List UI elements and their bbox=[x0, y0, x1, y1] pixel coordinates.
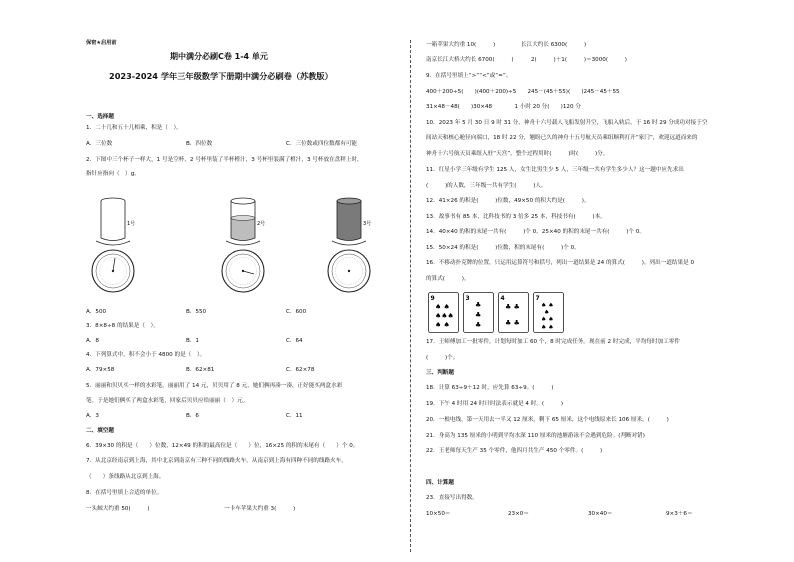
question-4: 4．下列算式中，积不会小于 4800 的是（ ）。 bbox=[86, 352, 206, 358]
svg-text:♣: ♣ bbox=[475, 321, 482, 329]
svg-text:♠♠♠: ♠♠♠ bbox=[435, 312, 454, 320]
question-19: 19．下午 4 时用 24 时计时法表示就是 4 时。( ) bbox=[426, 401, 564, 407]
column-divider bbox=[410, 40, 411, 552]
question-3: 3．8×8÷8 的结果是（ ）。 bbox=[86, 323, 159, 329]
question-16-line2: 的算式( )。 bbox=[426, 276, 470, 282]
question-14: 14．40×40 的积的末尾一共有( )个 0，25×40 的积的末尾一共有( )个 0。 bbox=[426, 229, 645, 235]
question-6: 6．39×30 的积是（ ）位数，12×49 的积的最高位是（ ）位，16×25 的积的末尾有（ ）个 0。 bbox=[86, 443, 359, 449]
q1-option-b: B．四位数 bbox=[186, 141, 213, 147]
section-fill: 二、填空题 bbox=[86, 428, 114, 434]
q8-item-d: 长江大约长 6300( ) bbox=[521, 42, 587, 48]
cup-3 bbox=[328, 198, 371, 292]
secret-label: 保密★启用前 bbox=[86, 40, 117, 46]
question-23: 23．直接写出得数。 bbox=[426, 495, 478, 501]
question-5-line1: 5．丽丽和贝贝买一样的水彩笔。丽丽用了 14 元，贝贝用了 8 元，她们俩再凑一凑，正好能买两盒水彩 bbox=[86, 383, 343, 389]
svg-text:♣ ♣: ♣ ♣ bbox=[505, 303, 520, 311]
svg-text:♣ ♣: ♣ ♣ bbox=[505, 319, 520, 327]
q4-option-c: C．62×78 bbox=[286, 367, 315, 373]
q8-item-c: 一箱苹果大约重 10( ) bbox=[426, 42, 496, 48]
calc-item-1: 10×50＝ bbox=[426, 511, 451, 517]
question-22: 22．王老师每天生产 35 个零件，他四月共生产 450 个零件。( ) bbox=[426, 448, 603, 454]
cup-2 bbox=[222, 198, 265, 292]
svg-text:♠ ♠: ♠ ♠ bbox=[541, 302, 554, 309]
cups-scales-figure bbox=[86, 194, 386, 306]
question-2-line1: 2．下图中三个杯子一样大，1 号是空杯，2 号杯里装了半杯橙汁，3 号杯里装满了橙汁，3 号杯放在盘秤上时， bbox=[86, 157, 363, 163]
q1-option-a: A．三位数 bbox=[86, 141, 113, 147]
page-title: 期中满分必刷C卷 1-4 单元 bbox=[170, 52, 268, 61]
q1-option-c: C．三位数或四位数都有可能 bbox=[286, 141, 358, 147]
svg-text:♠ ♠: ♠ ♠ bbox=[541, 316, 554, 323]
question-16-line1: 16．不移动扑克牌的位置，只运用运算符号和括号，列出一道结果是 24 的算式( )，列出一道结果是 0 bbox=[426, 260, 695, 266]
question-10-line2: 间站天和核心舱径向端口，18 时 22 分，翘盼已久的神舟十五号航天员乘组顺利打开“家门”，欢迎远道而来的 bbox=[426, 135, 698, 141]
question-9-row1: 400＋200÷5( )(400＋200)÷5 245－(45＋55)( )245－45＋55 bbox=[426, 89, 620, 95]
calc-item-3: 30×40＝ bbox=[588, 511, 613, 517]
section-calc: 四、计算题 bbox=[426, 480, 454, 486]
calc-item-2: 23×0＝ bbox=[508, 511, 529, 517]
section-judge: 三、判断题 bbox=[426, 370, 454, 376]
card-4-rank: 7 bbox=[535, 295, 540, 302]
cup-1-label: 1号 bbox=[127, 221, 136, 227]
card-3 bbox=[499, 293, 529, 333]
card-2 bbox=[464, 293, 494, 333]
card-1 bbox=[429, 293, 459, 333]
svg-text:♣: ♣ bbox=[475, 301, 482, 309]
question-8-item-b: 一卡车苹果大约重 3( ) bbox=[224, 506, 296, 512]
q3-option-c: C．64 bbox=[286, 338, 303, 344]
question-10-line3: 神舟十六号航天员乘组入驻“天宫”，整个过程用时( )时( )分。 bbox=[426, 151, 609, 157]
question-8: 8．在括号里填上合适的单位。 bbox=[86, 490, 163, 496]
question-5-line2: 笔。于是她们俩买了两盒水彩笔，回家后贝贝应给丽丽（ ）元。 bbox=[86, 398, 249, 404]
question-21: 21．身高为 135 厘米的小明到平均水深 110 厘米的池塘游泳不会遇到危险。(判断对错) bbox=[426, 433, 645, 439]
q2-option-a: A．500 bbox=[86, 309, 107, 315]
question-17-line2: ( )个。 bbox=[426, 355, 459, 361]
question-15: 15．50×24 的积是( )位数，积的末尾有( )个 0。 bbox=[426, 245, 580, 251]
question-8-item-a: 一头鲸大约重 50( ) bbox=[86, 506, 150, 512]
card-1-rank: 9 bbox=[430, 295, 435, 302]
q4-option-a: A．79×58 bbox=[86, 367, 115, 373]
cup-1 bbox=[92, 198, 135, 292]
question-7-line1: 7．从北京经南京到上海，其中北京到南京有三种不同的线路火车，从南京到上海有四种不同的线路火车。 bbox=[86, 458, 347, 464]
q5-option-c: C．11 bbox=[286, 413, 303, 419]
q8-item-f: 2( )＋1( )＝3000( ) bbox=[531, 57, 627, 63]
question-13: 13．故事书有 85 本，比科技书的 3 倍多 25 本，科技书有( )本。 bbox=[426, 214, 606, 220]
question-9-row2: 31×48－48( )30×48 1 小时 20 分( )120 分 bbox=[426, 104, 581, 110]
card-2-rank: 3 bbox=[465, 295, 470, 302]
q3-option-b: B．1 bbox=[186, 338, 199, 344]
question-10-line1: 10．2023 年 5 月 30 日 9 时 31 分，神舟十六号载人飞船发射升空，飞船入轨后，于 16 时 29 分成功对接于空 bbox=[426, 120, 708, 126]
question-11-line2: ( )的人数，三年级一共有学生( )人。 bbox=[426, 183, 547, 189]
calc-item-4: 9×3＋6＝ bbox=[666, 511, 693, 517]
card-4 bbox=[534, 293, 564, 333]
cup-3-label: 3号 bbox=[363, 221, 372, 227]
cup-2-label: 2号 bbox=[257, 221, 266, 227]
question-18: 18．计算 63÷9＋12 时，应先算 63÷9。( ) bbox=[426, 385, 554, 391]
q5-option-a: A．3 bbox=[86, 413, 99, 419]
question-1: 1．二十几和五十几相乘，积是（ ）。 bbox=[86, 125, 182, 131]
question-11-line1: 11．红星小学三年级有学生 125 人，女生比男生少 5 人，三年级一共有学生多少人？这一题中应先求出 bbox=[426, 167, 684, 173]
svg-text:♠ ♠: ♠ ♠ bbox=[435, 321, 450, 329]
q2-option-b: B．550 bbox=[186, 309, 207, 315]
svg-text:♠: ♠ bbox=[544, 309, 550, 316]
q3-option-a: A．8 bbox=[86, 338, 99, 344]
svg-text:♣: ♣ bbox=[475, 311, 482, 319]
question-2-line2: 指针应指向（ ）g。 bbox=[86, 171, 140, 177]
question-7-line2: （ ）条线路从北京到上海。 bbox=[86, 474, 165, 480]
question-20: 20．一根电线，第一天用去一半又 12 厘米，剩下 65 厘米，这个电线原来长 106 厘米。( ) bbox=[426, 417, 669, 423]
q2-option-c: C．600 bbox=[286, 309, 307, 315]
q4-option-b: B．62×81 bbox=[186, 367, 215, 373]
svg-text:♠ ♠: ♠ ♠ bbox=[541, 324, 554, 331]
q8-item-e: 南京长江大桥大约长 6700( ) bbox=[426, 57, 514, 63]
section-choice: 一、选择题 bbox=[86, 114, 114, 120]
card-3-rank: 4 bbox=[500, 295, 505, 302]
svg-text:♠ ♠: ♠ ♠ bbox=[435, 303, 450, 311]
q5-option-b: B．6 bbox=[186, 413, 199, 419]
playing-cards-figure bbox=[428, 292, 568, 334]
question-9: 9．在括号里填上“>”“<”或“=”。 bbox=[426, 73, 512, 79]
question-17-line1: 17．王师傅加工一批零件，计划每时加工 60 个，8 时完成任务。现在前 2 时完成，平均每时加工零件 bbox=[426, 339, 680, 345]
page-subtitle: 2023-2024 学年三年级数学下册期中满分必刷卷（苏教版） bbox=[109, 71, 333, 81]
question-12: 12．41×26 的积是( )位数，49×50 的积大约是( )。 bbox=[426, 198, 590, 204]
